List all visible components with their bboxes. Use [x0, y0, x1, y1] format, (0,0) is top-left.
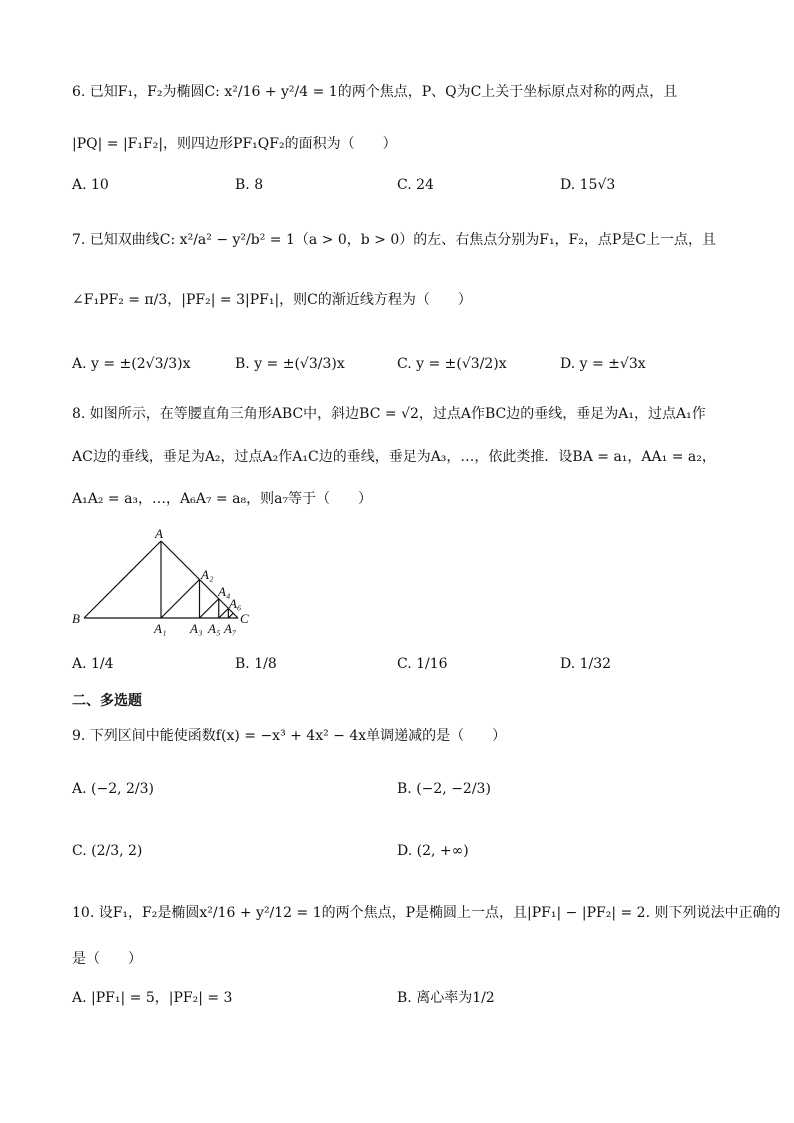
q10-option-a: A. |PF₁| = 5，|PF₂| = 3 [72, 990, 233, 1006]
q7-stem-line1: 7. 已知双曲线C: x²/a² − y²/b² = 1（a > 0，b > 0）的左、右焦点分别为F₁，F₂，点P是C上一点，且 [72, 232, 717, 248]
q7-option-c: C. y = ±(√3/2)x [397, 356, 507, 372]
q6-option-c: C. 24 [397, 177, 434, 193]
q7-option-d: D. y = ±√3x [560, 356, 646, 372]
q7-stem-line2: ∠F₁PF₂ = π/3，|PF₂| = 3|PF₁|，则C的渐近线方程为（ ） [72, 292, 472, 308]
q9-option-d: D. (2, +∞) [397, 843, 469, 859]
q6-option-d: D. 15√3 [560, 177, 616, 193]
label-b: B [72, 611, 80, 626]
q7-option-a: A. y = ±(2√3/3)x [72, 356, 191, 372]
q10-option-b: B. 离心率为1/2 [397, 990, 495, 1006]
label-a7: A₇ [224, 621, 237, 636]
q8-option-b: B. 1/8 [235, 656, 277, 672]
q8-option-d: D. 1/32 [560, 656, 612, 672]
seg-a1-a2 [161, 580, 200, 619]
q9-option-a: A. (−2, 2/3) [72, 781, 155, 797]
label-a5: A₅ [208, 621, 221, 636]
seg-a7-a8 [228, 613, 233, 618]
side-ba [84, 541, 161, 618]
q8-stem-line1: 8. 如图所示，在等腰直角三角形ABC中，斜边BC = √2，过点A作BC边的垂线，垂足为A₁，过点A₁作 [72, 406, 706, 422]
q9-stem-line1: 9. 下列区间中能使函数f(x) = −x³ + 4x² − 4x单调递减的是（ ） [72, 728, 507, 744]
q8-stem-line2: AC边的垂线，垂足为A₂，过点A₂作A₁C边的垂线，垂足为A₃，…，依此类推．设BA = a₁，AA₁ = a₂， [72, 449, 716, 465]
seg-a5-a6 [219, 608, 229, 618]
q6-option-a: A. 10 [72, 177, 109, 193]
q8-option-a: A. 1/4 [72, 656, 114, 672]
label-a6: A₆ [229, 596, 242, 611]
q8-stem-line3: A₁A₂ = a₃，…，A₆A₇ = a₈，则a₇等于（ ） [72, 491, 373, 507]
q10-stem-line2: 是（ ） [72, 951, 142, 967]
q9-option-c: C. (2/3, 2) [72, 843, 143, 859]
label-a3: A₃ [190, 621, 203, 636]
label-a1: A₁ [154, 621, 167, 636]
seg-a3-a4 [200, 599, 219, 618]
label-c: C [240, 611, 249, 626]
q8-option-c: C. 1/16 [397, 656, 448, 672]
label-a: A [155, 526, 163, 541]
q8-figure [0, 520, 280, 640]
q6-stem-line1: 6. 已知F₁，F₂为椭圆C: x²/16 + y²/4 = 1的两个焦点，P、Q为C上关于坐标原点对称的两点，且 [72, 84, 678, 100]
q10-stem-line1: 10. 设F₁，F₂是椭圆x²/16 + y²/12 = 1的两个焦点，P是椭圆上一点，且|PF₁| − |PF₂| = 2. 则下列说法中正确的 [72, 905, 781, 921]
section-heading: 二、多选题 [72, 692, 142, 708]
q9-option-b: B. (−2, −2/3) [397, 781, 491, 797]
q7-option-b: B. y = ±(√3/3)x [235, 356, 345, 372]
q6-stem-line2: |PQ| = |F₁F₂|，则四边形PF₁QF₂的面积为（ ） [72, 136, 397, 152]
label-a2: A₂ [201, 567, 214, 582]
label-a4: A₄ [218, 584, 231, 599]
q6-option-b: B. 8 [235, 177, 264, 193]
